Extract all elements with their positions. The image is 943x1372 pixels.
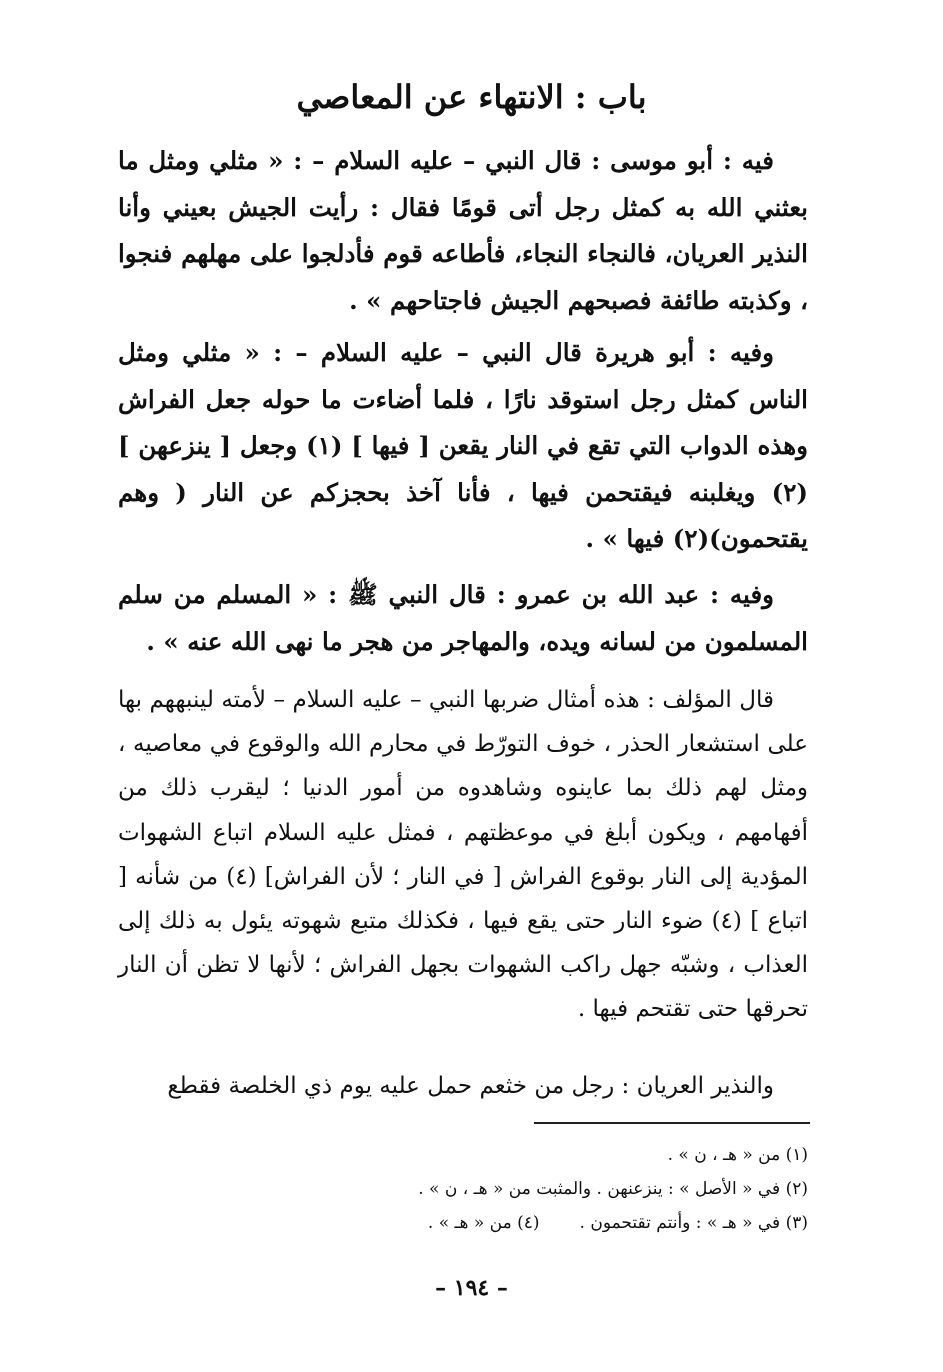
author-commentary-paragraph: قال المؤلف : هذه أمثال ضربها النبي – عليه السلام – لأمته لينبههم بها على استشعار الحذر ، خوف التورّط في محارم الله والوقوع في معاصيه ، ومثل لهم ذلك بما عاينوه وشاهدوه من أمور الدنيا ؛ ليقرب ذلك من أفهامهم ، ويكون أبلغ في موعظتهم ، فمثل عليه السلام اتباع الشهوات المؤدية إلى النار بوقوع الفراش [ في النار ؛ لأن الفراش] (٤) من شأنه [ اتباع ] (٤) ضوء النار حتى يقع فيها ، فكذلك متبع شهوته يئول به ذلك إلى العذاب ، وشبّه جهل راكب الشهوات بجهل الفراش ؛ لأنها لا تظن أن النار تحرقها حتى تقتحم فيها .	[118, 687, 808, 1023]
chapter-title: باب : الانتهاء عن المعاصي	[296, 78, 647, 116]
footnote-4: (٤) من « هـ » .	[427, 1213, 540, 1233]
footnote-divider	[534, 1122, 810, 1124]
footnotes	[118, 1138, 808, 1240]
commentary-continuation-paragraph: والنذير العريان : رجل من خثعم حمل عليه يوم ذي الخلصة فقطع	[167, 1073, 774, 1099]
hadith-paragraph-abu-musa: فيه : أبو موسى : قال النبي – عليه السلام – : « مثلي ومثل ما بعثني الله به كمثل رجل أتى قومًا فقال : رأيت الجيش بعيني وأنا النذير العريان، فالنجاء النجاء، فأطاعه قوم فأدلجوا على مهلهم فنجوا ، وكذبته طائفة فصبحهم الجيش فاجتاحهم » .	[118, 146, 808, 315]
footnote-1: (١) من « هـ ، ن » .	[667, 1145, 808, 1165]
page-number: – ١٩٤ –	[435, 1275, 508, 1301]
footnote-2: (٢) في « الأصل » : ينزعنهن . والمثبت من « هـ ، ن » .	[418, 1179, 808, 1199]
footnote-3: (٣) في « هـ » : وأنتم تقتحمون .	[579, 1213, 808, 1233]
hadith-paragraph-abu-hurayra: وفيه : أبو هريرة قال النبي – عليه السلام – : « مثلي ومثل الناس كمثل رجل استوقد نارًا ، فلما أضاءت ما حوله جعل الفراش وهذه الدواب التي تقع في النار يقعن [ فيها ] (١) وجعل [ ينزعهن ] (٢) ويغلبنه فيقتحمن فيها ، فأنا آخذ بحجزكم عن النار ( وهم يقتحمون)(٢) فيها » .	[118, 338, 808, 553]
footnote-3-4-line	[118, 1206, 808, 1240]
hadith-paragraph-abdullah-bin-amr: وفيه : عبد الله بن عمرو : قال النبي ﷺ : « المسلم من سلم المسلمون من لسانه ويده، والمهاجر من هجر ما نهى الله عنه » .	[118, 580, 808, 656]
